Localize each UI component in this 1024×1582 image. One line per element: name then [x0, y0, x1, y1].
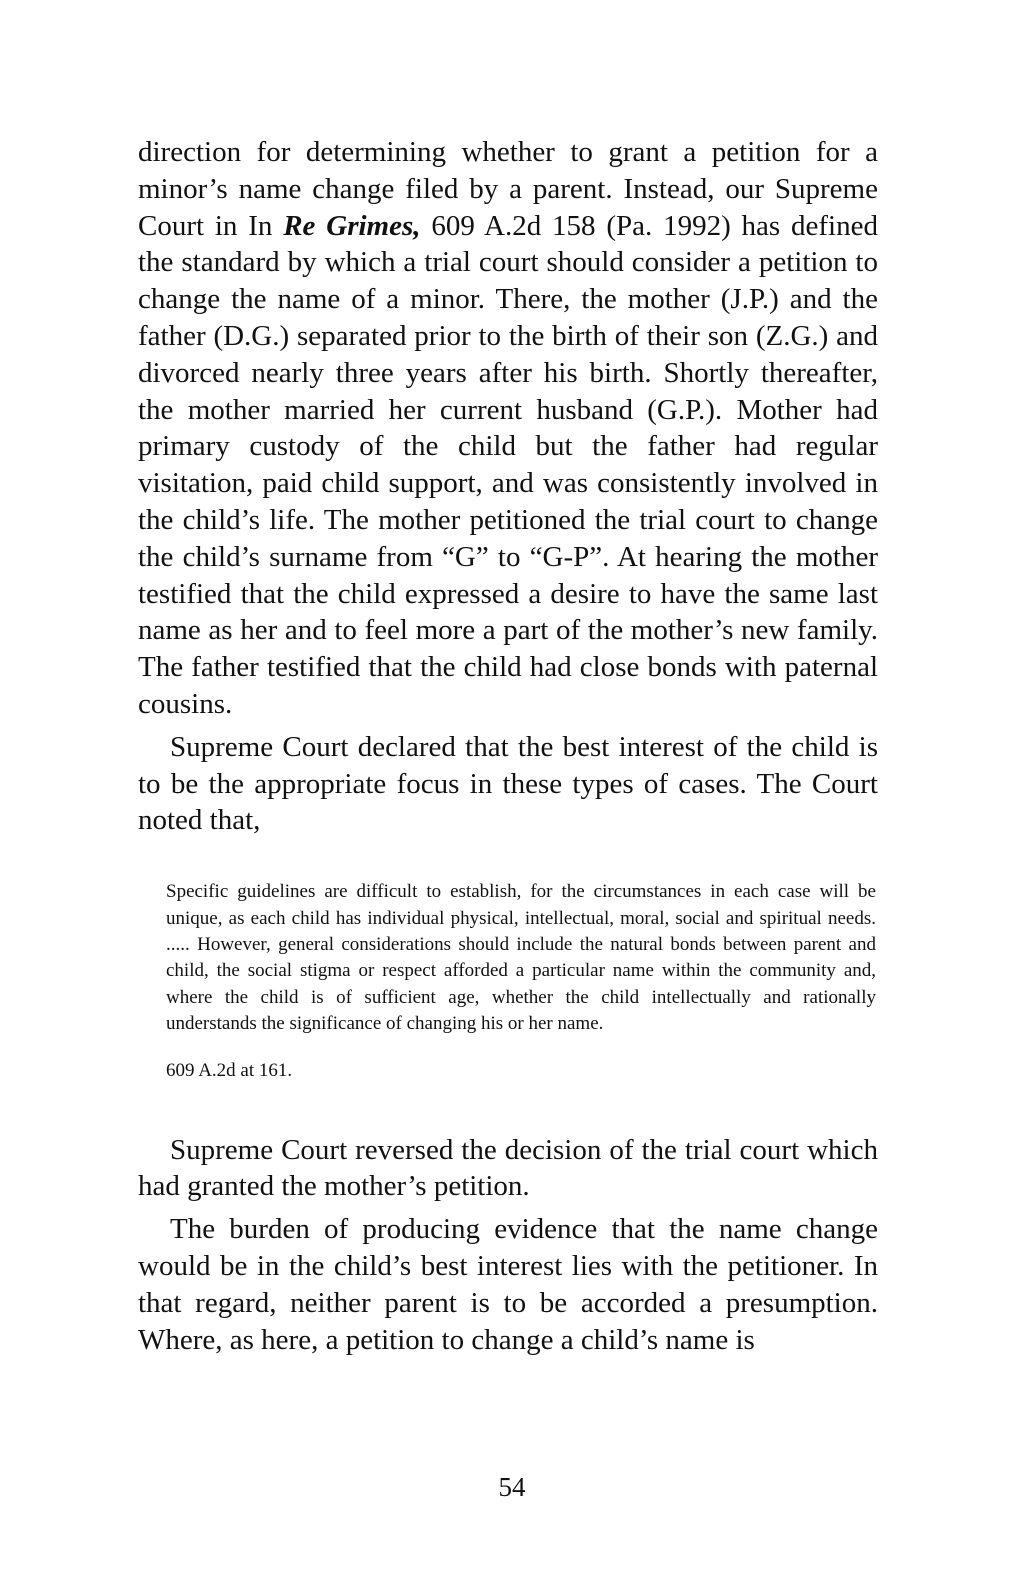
page-content [138, 134, 878, 1358]
paragraph-grimes-background [138, 134, 878, 723]
quote-citation: 609 A.2d at 161. [166, 1059, 293, 1081]
case-name: Re Grimes, [283, 209, 421, 242]
paragraph-burden: The burden of producing evidence that the name change would be in the child’s best interest lies with the petitioner. In that regard, neither parent is to be accorded a presumption. Where, as here, a petition to change a child’s name is [138, 1213, 878, 1356]
block-quote: Specific guidelines are difficult to establish, for the circumstances in each case will be unique, as each child has individual physical, intellectual, moral, social and spiritual needs. ..... However, general considerations should include the natural bonds between parent and child, the social stigma or respect afforded a particular name within the community and, where the child is of sufficient age, whether the child intellectually and rationally understands the significance of changing his or her name. [166, 881, 876, 1035]
paragraph-best-interest: Supreme Court declared that the best interest of the child is to be the appropriate focus in these types of cases. The Court noted that, [138, 730, 878, 837]
paragraph-text: direction for determining whether to grant a petition for a minor’s name change filed by a parent. Instead, our Supreme Court in In [138, 136, 878, 242]
paragraph-reversal: Supreme Court reversed the decision of the trial court which had granted the mother’s petition. [138, 1133, 878, 1203]
paragraph-text: 609 A.2d 158 (Pa. 1992) has defined the standard by which a trial court should consider a petition to change the name of a minor. There, the mother (J.P.) and the father (D.G.) separated prior to the birth of their son (Z.G.) and divorced nearly three years after his birth. Shortly thereafter, the mother married her current husband (G.P.). Mother had primary custody of the child but the father had regular visitation, paid child support, and was consistently involved in the child’s life. The mother petitioned the trial court to change the child’s surname from “G” to “G-P”. At hearing the mother testified that the child expressed a desire to have the same last name as her and to feel more a part of the mother’s new family. The father testified that the child had close bonds with paternal cousins. [138, 209, 878, 720]
page-number: 54 [498, 1472, 526, 1502]
